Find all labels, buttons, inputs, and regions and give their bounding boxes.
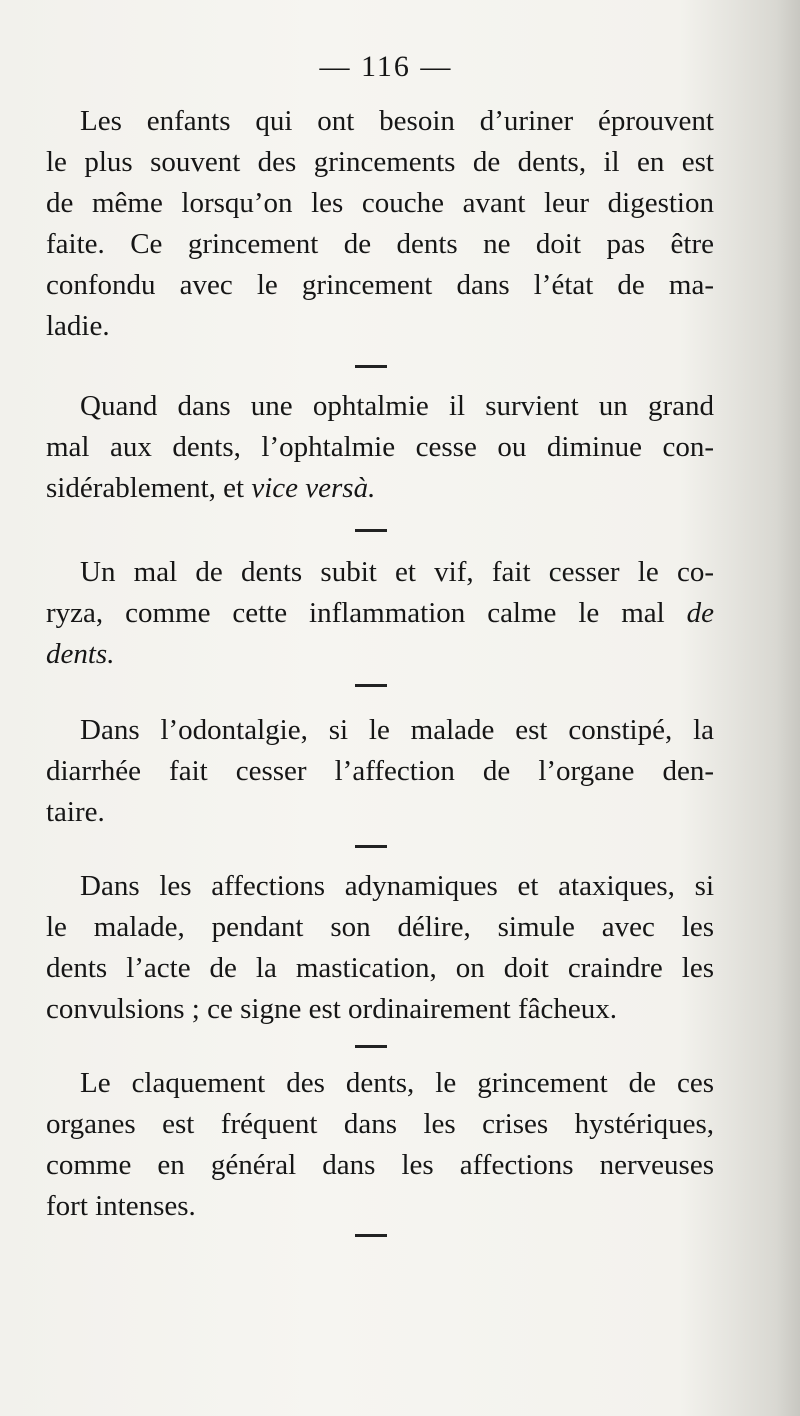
text-line: diarrhée fait cesser l’affection de l’organe den- (46, 755, 714, 787)
text-line: Dans les affections adynamiques et ataxiques, si (80, 870, 714, 902)
text-line: comme en général dans les affections nerveuses (46, 1149, 714, 1181)
text-line: Les enfants qui ont besoin d’uriner éprouvent (80, 105, 714, 137)
text-line (46, 593, 714, 634)
text-line: le plus souvent des grincements de dents, il en est (46, 146, 714, 178)
paragraph-odontalgia (46, 710, 714, 833)
paragraph-coryza (46, 552, 714, 675)
text-line: taire. (46, 796, 105, 828)
separator-rule (355, 845, 387, 848)
italic-phrase: vice versà. (251, 472, 376, 504)
italic-word: de (686, 597, 715, 629)
paragraph-hysteria (46, 1063, 714, 1227)
text-line (46, 468, 714, 509)
separator-rule (355, 365, 387, 368)
text-line: faite. Ce grincement de dents ne doit pas être (46, 228, 714, 260)
text-line: Un mal de dents subit et vif, fait cesser le co- (80, 556, 714, 588)
separator-rule (355, 1045, 387, 1048)
text-line: le malade, pendant son délire, simule avec les (46, 911, 714, 943)
separator-rule (355, 1234, 387, 1237)
separator-rule (355, 529, 387, 532)
text-line: Le claquement des dents, le grincement de ces (80, 1067, 714, 1099)
italic-word: dents. (46, 638, 115, 670)
text-line: convulsions ; ce signe est ordinairement fâcheux. (46, 993, 617, 1025)
paragraph-urination (46, 101, 714, 347)
paragraph-adynamic (46, 866, 714, 1030)
text-line: mal aux dents, l’ophtalmie cesse ou diminue con- (46, 431, 714, 463)
text-line: dents l’acte de la mastication, on doit craindre les (46, 952, 714, 984)
page-number: — 116 — (319, 50, 453, 83)
text-line: Dans l’odontalgie, si le malade est constipé, la (80, 714, 714, 746)
text-line: organes est fréquent dans les crises hystériques, (46, 1108, 714, 1140)
text-segment: ryza, comme cette inflammation calme le mal (46, 597, 665, 629)
text-line: fort intenses. (46, 1190, 196, 1222)
separator-rule (355, 684, 387, 687)
paragraph-ophthalmia (46, 386, 714, 509)
text-line: confondu avec le grincement dans l’état de ma- (46, 269, 714, 301)
text-line: de même lorsqu’on les couche avant leur digestion (46, 187, 714, 219)
text-line: ladie. (46, 310, 110, 342)
text-line: Quand dans une ophtalmie il survient un grand (80, 390, 714, 422)
text-line (46, 634, 714, 675)
text-segment: sidérablement, et (46, 472, 245, 504)
